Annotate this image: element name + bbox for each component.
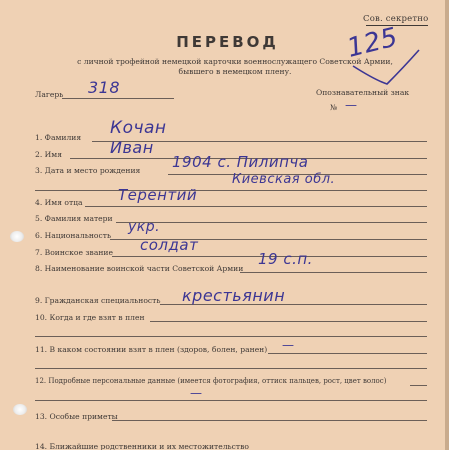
field-details-rule bbox=[410, 385, 427, 386]
page-edge bbox=[445, 0, 449, 450]
field-birth-rule-2 bbox=[35, 190, 427, 191]
binder-hole-bottom bbox=[13, 404, 27, 415]
field-details-label: 12. Подробные персональные данные (имеется фотография, оттиск пальцев, рост, цвет волос) bbox=[35, 377, 387, 385]
field-father-label: 4. Имя отца bbox=[35, 198, 83, 207]
camp-rule bbox=[62, 98, 174, 99]
field-mother-rule bbox=[116, 222, 427, 223]
classification-stamp: Сов. секретно bbox=[363, 14, 429, 24]
field-details-rule-2 bbox=[35, 400, 427, 401]
field-unit-value: 19 с.п. bbox=[258, 250, 313, 268]
field-unit-label: 8. Наименование воинской части Советской Армии bbox=[35, 264, 244, 273]
field-father-rule bbox=[85, 206, 427, 207]
field-marks-label: 13. Особые приметы bbox=[35, 412, 118, 421]
field-condition-value: — bbox=[282, 338, 295, 352]
field-name-value: Иван bbox=[110, 138, 154, 157]
field-captured-rule bbox=[150, 321, 427, 322]
binder-hole-top bbox=[10, 231, 24, 242]
field-surname-value: Кочан bbox=[110, 118, 167, 138]
document-title: ПЕРЕВОД bbox=[176, 33, 279, 51]
field-name-label: 2. Имя bbox=[35, 150, 62, 159]
pen-checkmark-icon bbox=[345, 28, 425, 88]
id-number-value: — bbox=[345, 98, 358, 112]
field-condition-label: 11. В каком состоянии взят в плен (здоров, болен, ранен) bbox=[35, 345, 268, 354]
field-birth-label: 3. Дата и место рождения bbox=[35, 166, 141, 175]
field-profession-value: крестьянин bbox=[182, 286, 286, 305]
field-rank-label: 7. Воинское звание bbox=[35, 248, 113, 257]
field-condition-rule-2 bbox=[35, 368, 427, 369]
field-captured-rule-2 bbox=[35, 336, 427, 337]
field-profession-label: 9. Гражданская специальность bbox=[35, 296, 161, 305]
camp-value: 318 bbox=[88, 78, 121, 97]
field-surname-label: 1. Фамилия bbox=[35, 133, 82, 142]
subtitle-line-1: с личной трофейной немецкой карточки военнослужащего Советской Армии, bbox=[77, 57, 393, 66]
field-father-value: Терентий bbox=[118, 186, 198, 204]
field-captured-label: 10. Когда и где взят в плен bbox=[35, 313, 145, 322]
field-marks-rule bbox=[112, 420, 427, 421]
id-number-label: № bbox=[330, 103, 338, 112]
subtitle-line-2: бывшего в немецком плену. bbox=[178, 67, 292, 76]
field-condition-rule bbox=[268, 353, 427, 354]
field-nationality-label: 6. Национальность bbox=[35, 231, 112, 240]
field-nationality-value: укр. bbox=[128, 219, 161, 235]
field-relatives-label: 14. Ближайшие родственники и их местожительство bbox=[35, 442, 249, 450]
field-unit-rule bbox=[240, 272, 427, 273]
field-rank-value: солдат bbox=[140, 236, 199, 254]
field-details-value: — bbox=[190, 386, 203, 400]
camp-label: Лагерь bbox=[35, 90, 64, 99]
field-mother-label: 5. Фамилия матери bbox=[35, 214, 113, 223]
field-birth-value: 1904 с. Пилипча bbox=[172, 153, 309, 171]
handwritten-file-number: 125 bbox=[344, 22, 402, 64]
id-sign-label: Опознавательный знак bbox=[316, 88, 410, 97]
field-birth-value-line2: Киевская обл. bbox=[232, 172, 336, 187]
